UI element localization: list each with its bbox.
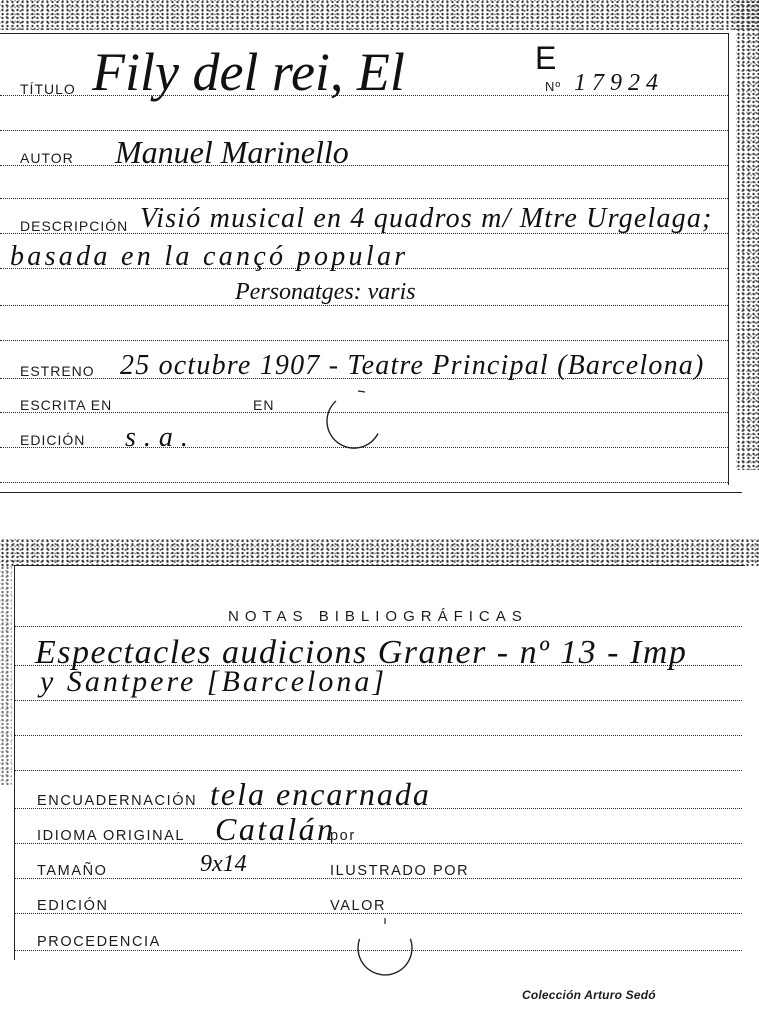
descripcion-line: basada en la cançó popular bbox=[10, 241, 409, 272]
card-border-left bbox=[14, 565, 15, 960]
notas-line: Espectacles audicions Graner - nº 13 - Imp bbox=[35, 634, 688, 671]
scan-noise-left bbox=[0, 566, 12, 786]
row-rule bbox=[0, 340, 728, 341]
ilustrado-por-label: ILUSTRADO POR bbox=[330, 863, 470, 879]
titulo-label: TÍTULO bbox=[20, 81, 76, 97]
row-rule bbox=[0, 165, 728, 166]
scan-noise-top bbox=[0, 539, 759, 566]
row-rule bbox=[15, 770, 742, 771]
notas-line: y Santpere [Barcelona] bbox=[40, 665, 388, 698]
card-border-top bbox=[0, 33, 729, 34]
descripcion-line: Personatges: varis bbox=[235, 279, 416, 305]
idioma-original-value: Catalán bbox=[215, 811, 336, 847]
punch-hole-mark bbox=[325, 385, 395, 460]
tamano-value: 9x14 bbox=[200, 851, 247, 877]
estreno-value: 25 octubre 1907 - Teatre Principal (Barcelona) bbox=[120, 350, 705, 381]
encuadernacion-value: tela encarnada bbox=[210, 776, 431, 812]
row-rule bbox=[0, 130, 728, 131]
tamano-label: TAMAÑO bbox=[37, 863, 108, 879]
row-rule bbox=[15, 735, 742, 736]
procedencia-label: PROCEDENCIA bbox=[37, 934, 161, 950]
edicion-label: EDICIÓN bbox=[37, 898, 109, 914]
idioma-original-label: IDIOMA ORIGINAL bbox=[37, 828, 186, 844]
descripcion-line: Visió musical en 4 quadros m/ Mtre Urgelaga; bbox=[140, 203, 713, 234]
valor-label: VALOR bbox=[330, 898, 387, 914]
numero-label: Nº bbox=[545, 79, 562, 94]
row-rule bbox=[0, 198, 728, 199]
titulo-value: Fily del rei, El bbox=[92, 42, 405, 102]
en-label: EN bbox=[253, 397, 275, 413]
notas-heading: NOTAS BIBLIOGRÁFICAS bbox=[228, 608, 528, 625]
edicion-label: EDICIÓN bbox=[20, 432, 86, 448]
estreno-label: ESTRENO bbox=[20, 363, 95, 379]
escrita-en-label: ESCRITA EN bbox=[20, 397, 113, 413]
card-border-top bbox=[14, 565, 745, 566]
row-rule bbox=[15, 700, 742, 701]
scan-noise-right bbox=[736, 0, 759, 470]
collection-stamp: Colección Arturo Sedó bbox=[522, 988, 656, 1002]
row-rule bbox=[15, 626, 742, 627]
classification-mark: E bbox=[535, 40, 557, 76]
punch-hole-mark bbox=[350, 910, 425, 985]
autor-label: AUTOR bbox=[20, 150, 74, 166]
scan-separator bbox=[0, 492, 742, 493]
card-border-right bbox=[728, 33, 729, 485]
edicion-value: s.a. bbox=[125, 422, 196, 453]
descripcion-label: DESCRIPCIÓN bbox=[20, 218, 129, 234]
scan-noise-top bbox=[0, 0, 759, 30]
por-label: por bbox=[330, 828, 356, 844]
numero-value: 17924 bbox=[574, 70, 664, 96]
encuadernacion-label: ENCUADERNACIÓN bbox=[37, 793, 198, 809]
row-rule bbox=[0, 305, 728, 306]
autor-value: Manuel Marinello bbox=[115, 134, 349, 170]
row-rule bbox=[0, 482, 728, 483]
